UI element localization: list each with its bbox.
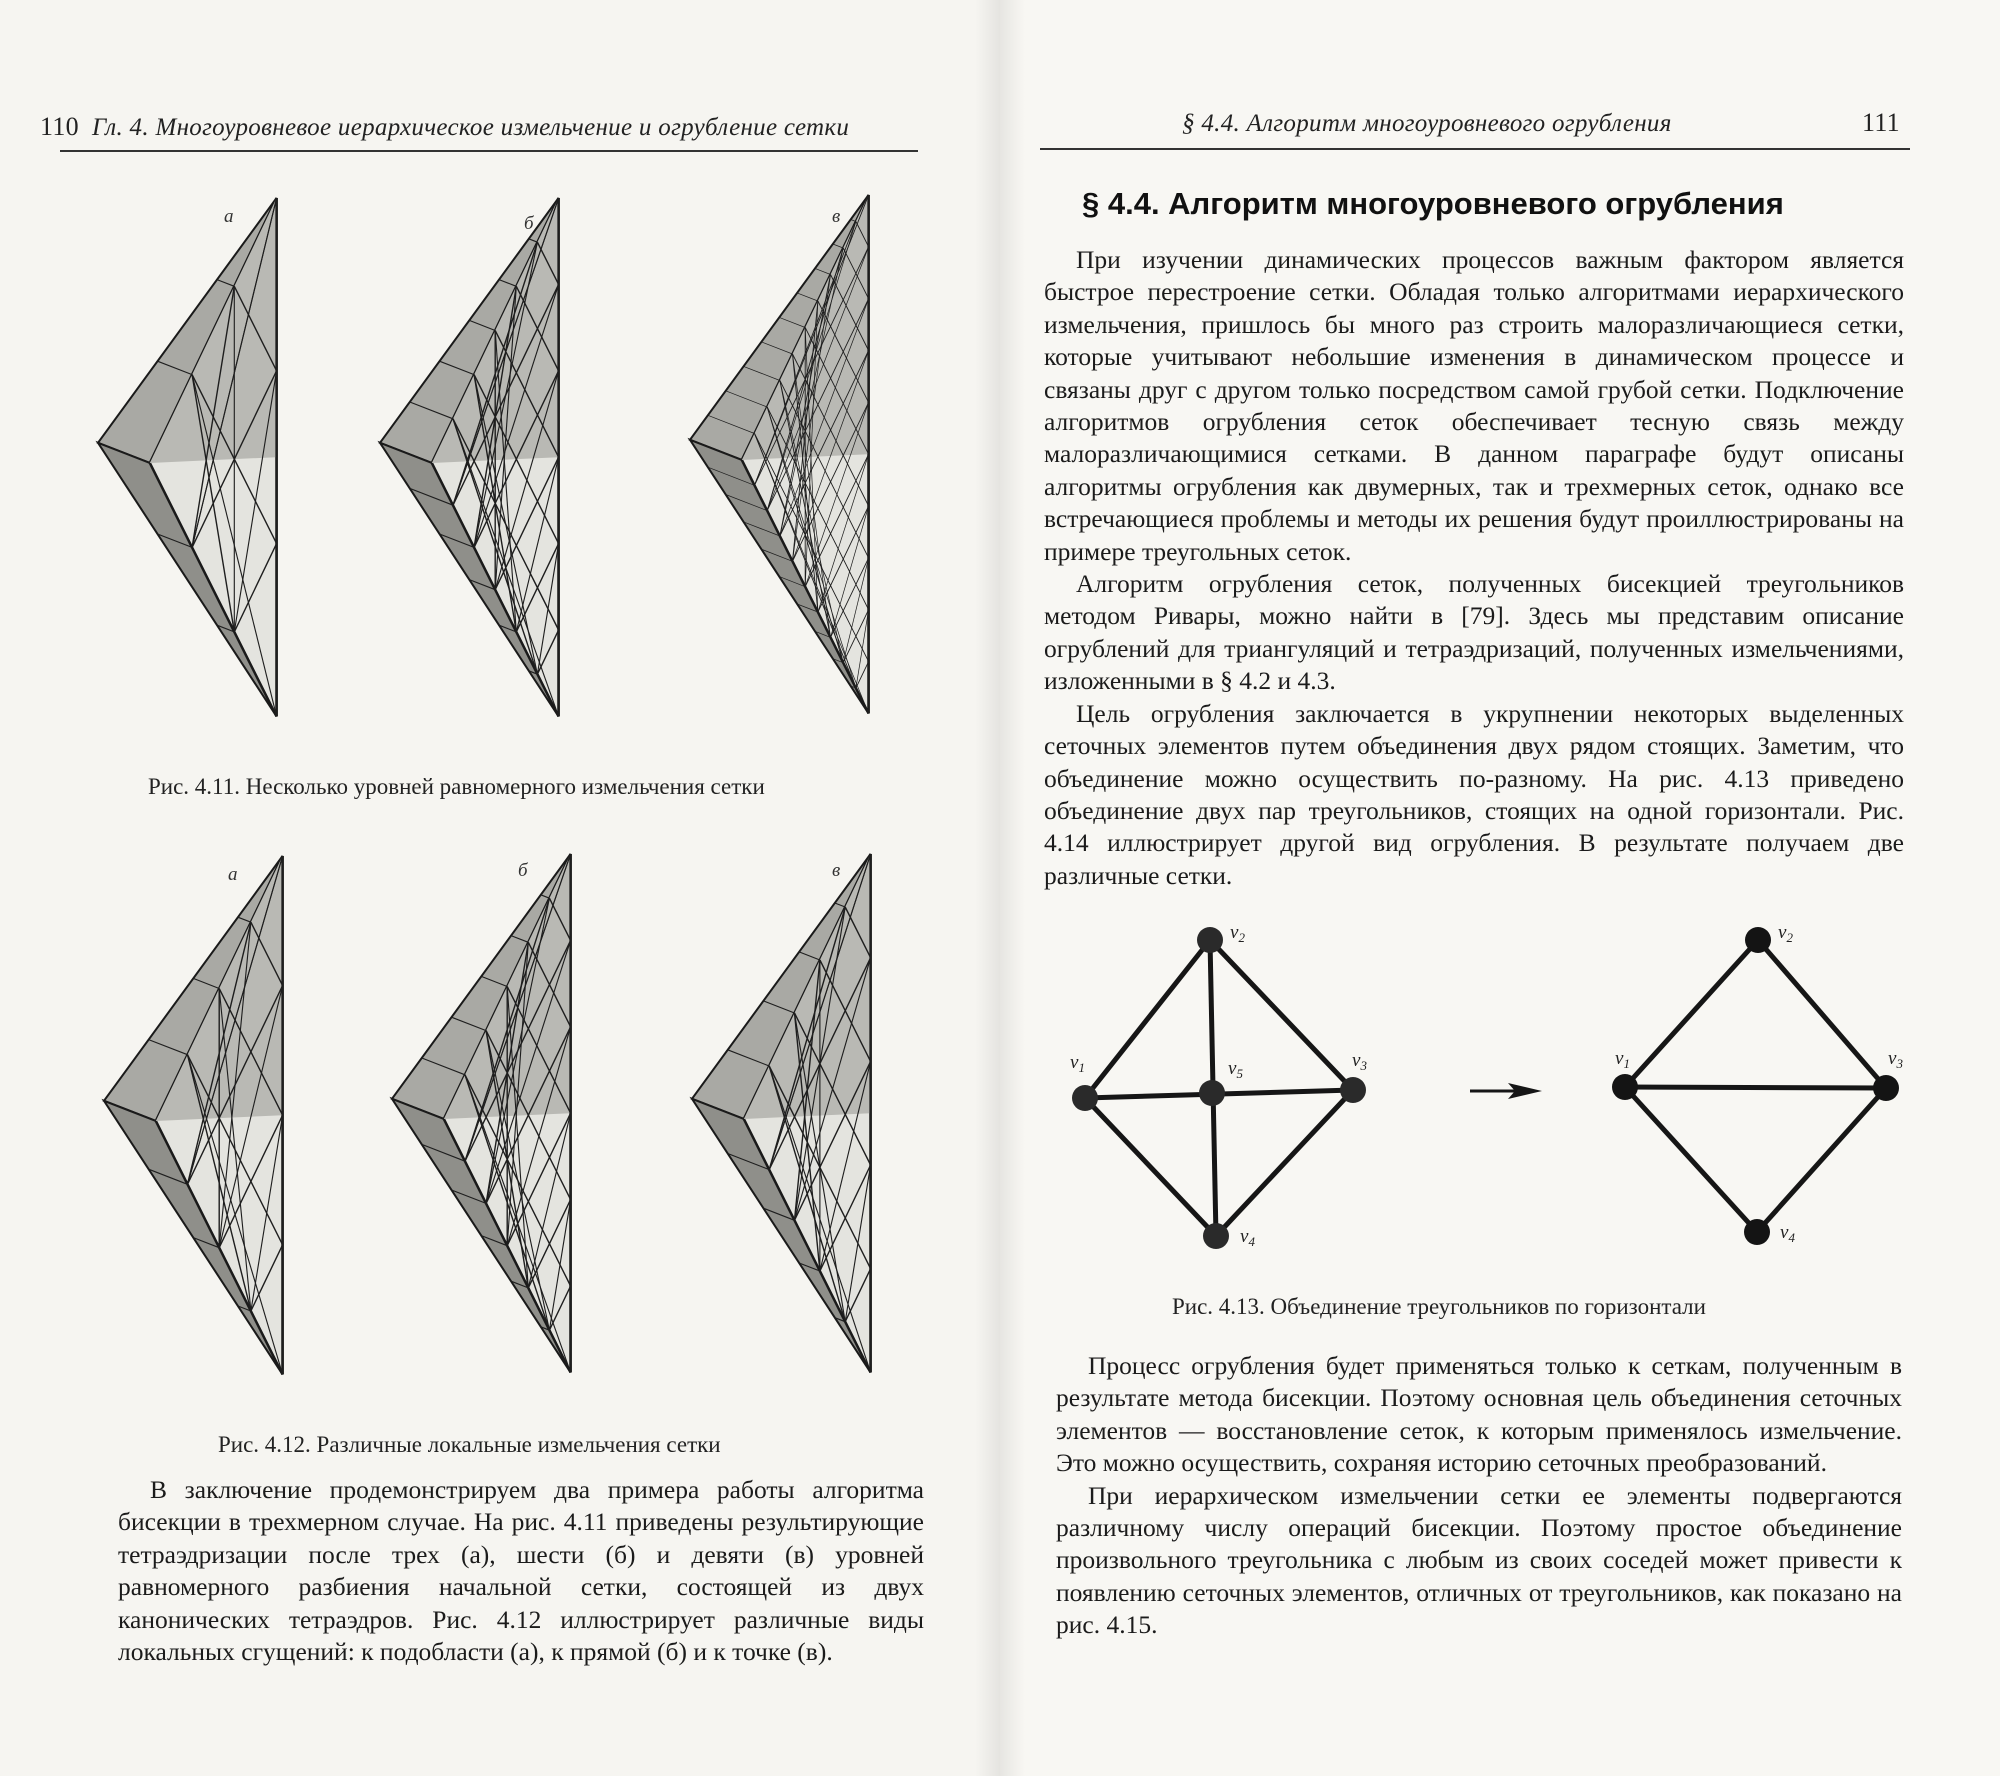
left-running-head-text: Гл. 4. Многоуровневое иерархическое измельчение и огрубление сетки xyxy=(92,114,850,141)
label-after-v1: $v_1$ xyxy=(1615,1048,1630,1071)
edge-v3-v4 xyxy=(1216,1090,1353,1236)
edge-after-v1-v3 xyxy=(1625,1087,1886,1088)
vertex-v5 xyxy=(1199,1080,1225,1106)
label-v2: $v_2$ xyxy=(1230,922,1245,945)
fig-4-12-label-a: а xyxy=(228,864,238,885)
section-title: § 4.4. Алгоритм многоуровневого огрубления xyxy=(1082,186,1784,221)
fig-4-13-after-graph xyxy=(1625,940,1886,1232)
vertex-after-v4 xyxy=(1744,1219,1770,1245)
label-after-v4: $v_4$ xyxy=(1780,1222,1795,1245)
right-paragraphs-bottom xyxy=(1056,1350,1902,1642)
right-paragraph-1: При изучении динамических процессов важным фактором является быстрое перестроение сетки. Обладая только алгоритмами иерархического измельчения, пришлось бы много раз строить малоразличающиеся сетки, которые учитывают небольшие изменения в динамическом процессе и связаны друг с другом только посредством самой грубой сетки. Подключение алгоритмов огрубления сеток обеспечивает тесную связь между малоразличающимися сетками. В данном параграфе будут описаны алгоритмы огрубления как двумерных, так и трехмерных сеток, однако все встречающиеся проблемы и методы их решения будут проиллюстрированы на примере треугольных сеток. xyxy=(1044,245,1904,566)
edge-after-v3-v4 xyxy=(1757,1088,1886,1232)
left-paragraph xyxy=(118,1474,924,1668)
vertex-v1 xyxy=(1072,1085,1098,1111)
edge-after-v4-v1 xyxy=(1625,1087,1757,1232)
fig-4-11-label-c: в xyxy=(832,206,841,227)
fig-4-13-before-vertices xyxy=(1072,927,1366,1249)
vertex-v4 xyxy=(1203,1223,1229,1249)
label-after-v2: $v_2$ xyxy=(1778,922,1793,945)
label-v3: $v_3$ xyxy=(1352,1050,1367,1073)
vertex-after-v2 xyxy=(1745,927,1771,953)
vertex-v2 xyxy=(1197,927,1223,953)
right-page-number: 111 xyxy=(1862,108,1900,137)
edge-after-v1-v2 xyxy=(1625,940,1758,1087)
edge-v1-v2 xyxy=(1085,940,1210,1098)
vertex-after-v1 xyxy=(1612,1074,1638,1100)
left-paragraph-text: В заключение продемонстрируем два примера работы алгоритма бисекции в трехмерном случае. На рис. 4.11 приведены результирующие тетраэдризации после трех (а), шести (б) и девяти (в) уровней равномерного разбиения начальной сетки, состоящей из двух канонических тетраэдров. Рис. 4.12 иллюстрирует различные виды локальных сгущений: к подобласти (а), к прямой (б) и к точке (в). xyxy=(118,1475,924,1667)
fig-4-12-caption: Рис. 4.12. Различные локальные измельчения сетки xyxy=(218,1432,721,1457)
vertex-v3 xyxy=(1340,1077,1366,1103)
fig-4-13-caption: Рис. 4.13. Объединение треугольников по горизонтали xyxy=(1172,1294,1706,1319)
label-v4: $v_4$ xyxy=(1240,1226,1255,1249)
edge-v4-v1 xyxy=(1085,1098,1216,1236)
right-paragraph-4: Процесс огрубления будет применяться только к сеткам, полученным в результате метода бисекции. Поэтому основная цель объединения сеточных элементов — восстановление сеток, к которым применялось измельчение. Это можно осуществить, сохраняя историю сеточных преобразований. xyxy=(1056,1351,1902,1478)
fig-4-11-label-a: а xyxy=(224,206,234,227)
right-paragraph-2: Алгоритм огрубления сеток, полученных бисекцией треугольников методом Ривары, можно найти в [79]. Здесь мы представим описание огрублений для триангуляций и тетраэдризаций, полученных измельчениями, изложенными в § 4.2 и 4.3. xyxy=(1044,569,1904,696)
left-page-number: 110 xyxy=(40,112,79,141)
right-paragraph-3: Цель огрубления заключается в укрупнении некоторых выделенных сеточных элементов путем объединения двух рядом стоящих. Заметим, что объединение можно осуществить по-разному. На рис. 4.13 приведено объединение двух пар треугольников, стоящих на одной горизонтали. Рис. 4.14 иллюстрирует другой вид огрубления. В результате получаем две различные сетки. xyxy=(1044,698,1904,890)
right-paragraph-5: При иерархическом измельчении сетки ее элементы подвергаются различному числу операций бисекции. Поэтому простое объединение произвольного треугольника с любым из своих соседей может привести к появлению сеточных элементов, отличных от треугольников, как показано на рис. 4.15. xyxy=(1056,1480,1902,1640)
label-v1: $v_1$ xyxy=(1070,1052,1085,1075)
fig-4-11-label-b: б xyxy=(524,213,534,234)
fig-4-11-caption: Рис. 4.11. Несколько уровней равномерного измельчения сетки xyxy=(148,774,765,799)
fig-4-12-label-c: в xyxy=(832,860,841,881)
fig-4-12-label-b: б xyxy=(518,860,528,881)
label-v5: $v_5$ xyxy=(1228,1058,1243,1081)
fig-4-13-arrow xyxy=(1470,1083,1542,1099)
vertex-after-v3 xyxy=(1873,1075,1899,1101)
edge-after-v2-v3 xyxy=(1758,940,1886,1088)
right-running-head-text: § 4.4. Алгоритм многоуровневого огрубления xyxy=(1182,110,1672,137)
label-after-v3: $v_3$ xyxy=(1888,1048,1903,1071)
